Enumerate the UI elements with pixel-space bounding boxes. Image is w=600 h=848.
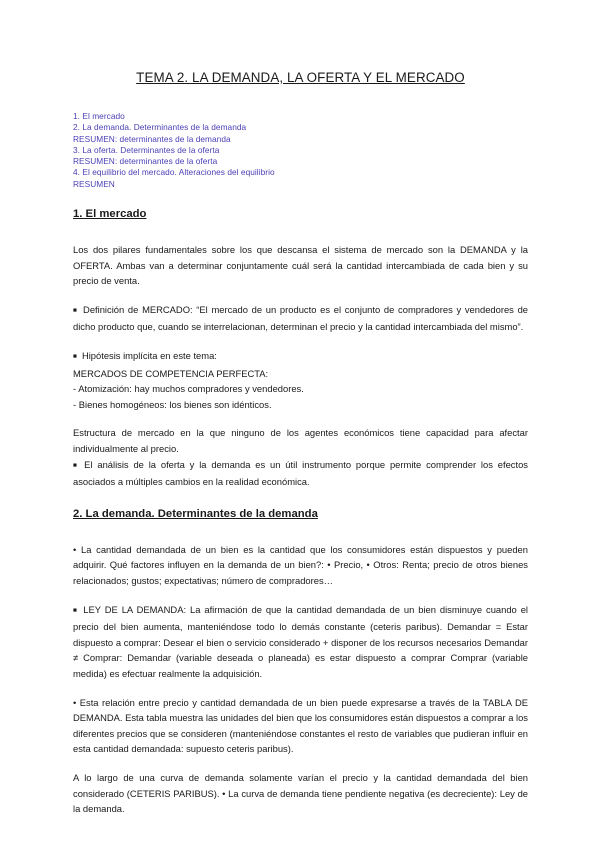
toc-link-resumen[interactable]: RESUMEN: [73, 178, 115, 189]
toc-item[interactable]: [73, 167, 528, 178]
section-heading-mercado: 1. El mercado: [73, 208, 147, 221]
paragraph-definicion-mercado: ■ Definición de MERCADO: “El mercado de un producto es el conjunto de compradores y vendedores de dicho producto que, cuando se interrelacionan, determinan el precio y la cantidad intercambiada del mismo”.: [73, 302, 528, 335]
hipotesis-line: MERCADOS DE COMPETENCIA PERFECTA:: [73, 367, 269, 379]
toc-link-el-mercado[interactable]: 1. El mercado: [73, 111, 125, 121]
paragraph-tabla-demanda: • Esta relación entre precio y cantidad demandada de un bien puede expresarse a través de la TABLA DE DEMANDA. Esta tabla muestra las unidades del bien que los consumidores están dispuestos a comprar a los diferentes precios que se consideren (manteniéndose constantes el resto de variables que pudieran influir en esta cantidad demandada: supuesto ceteris paribus).: [73, 696, 528, 755]
section-heading-demanda: 2. La demanda. Determinantes de la demanda: [73, 507, 318, 520]
hipotesis-block: [73, 348, 528, 412]
toc-item[interactable]: [73, 122, 528, 133]
paragraph-analisis: ■ El análisis de la oferta y la demanda es un útil instrumento porque permite comprender los efectos asociados a múltiples cambios en la realidad económica.: [73, 457, 528, 490]
toc-link-equilibrio[interactable]: 4. El equilibrio del mercado. Alteraciones del equilibrio: [73, 167, 275, 178]
table-of-contents: [73, 111, 528, 190]
toc-item[interactable]: [73, 111, 528, 122]
paragraph-curva-demanda: A lo largo de una curva de demanda solamente varían el precio y la cantidad demandada del bien considerado (CETERIS PARIBUS). • La curva de demanda tiene pendiente negativa (es decreciente): Ley de la demanda.: [73, 771, 528, 815]
paragraph-estructura: Estructura de mercado en la que ninguno de los agentes económicos tiene capacidad para afectar individualmente al precio.: [73, 427, 528, 455]
toc-item[interactable]: [73, 156, 528, 167]
paragraph-pilares: Los dos pilares fundamentales sobre los que descansa el sistema de mercado son la DEMANDA y la OFERTA. Ambas van a determinar conjuntamente cuál será la cantidad intercambiada de cada bien y su precio de venta.: [73, 244, 528, 287]
toc-link-la-demanda[interactable]: 2. La demanda. Determinantes de la demanda: [73, 122, 247, 133]
hipotesis-line: - Atomización: hay muchos compradores y vendedores.: [73, 383, 304, 395]
hipotesis-title: ■ Hipótesis implícita en este tema:: [73, 348, 528, 366]
toc-link-la-oferta[interactable]: 3. La oferta. Determinantes de la oferta: [73, 144, 220, 155]
paragraph-ley-demanda: ■ LEY DE LA DEMANDA: La afirmación de que la cantidad demandada de un bien disminuye cuando el precio del bien aumenta, manteniéndose todo lo demás constante (ceteris paribus). Demandar = Estar dispuesto a comprar: Desear el bien o servicio considerado + disponer de los recursos necesarios Demandar ≠ Comprar: Demandar (variable deseada o planeada) es estar dispuesto a comprar Comprar (variable medida) es efectuar realmente la adquisición.: [73, 602, 528, 682]
hipotesis-line: - Bienes homogéneos: los bienes son idénticos.: [73, 398, 272, 410]
page-title: TEMA 2. LA DEMANDA, LA OFERTA Y EL MERCADO: [136, 70, 465, 85]
toc-item[interactable]: [73, 179, 528, 190]
toc-link-resumen-oferta[interactable]: RESUMEN: determinantes de la oferta: [73, 156, 218, 167]
paragraph-cantidad-demandada: • La cantidad demandada de un bien es la cantidad que los consumidores están dispuestos y pueden adquirir. Qué factores influyen en la demanda de un bien?: • Precio, • Otros: Renta; precio de otros bienes relacionados; gustos; expectativas; número de compradores…: [73, 543, 528, 586]
toc-link-resumen-demanda[interactable]: RESUMEN: determinantes de la demanda: [73, 133, 231, 144]
toc-item[interactable]: [73, 134, 528, 145]
toc-item[interactable]: [73, 145, 528, 156]
